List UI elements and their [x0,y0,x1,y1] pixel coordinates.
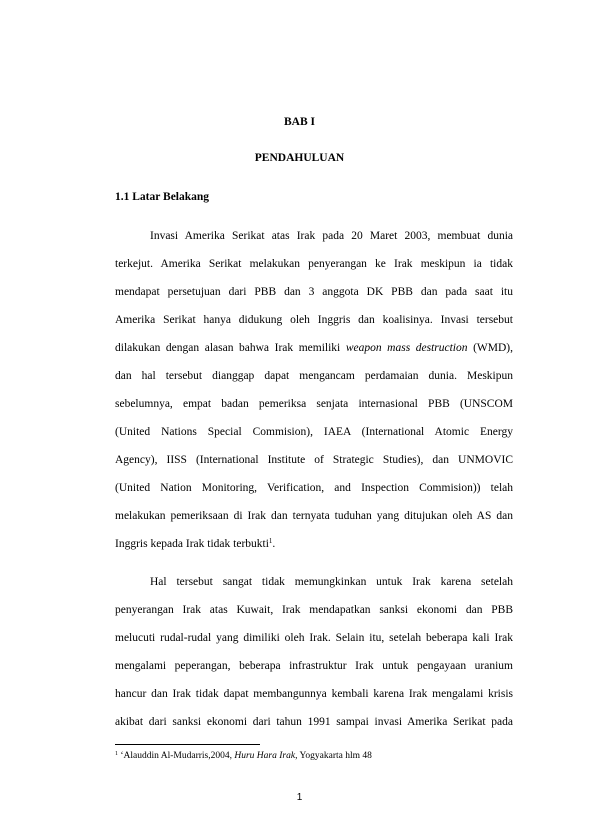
paragraph-line: penyerangan Irak atas Kuwait, Irak mendapatkan sanksi ekonomi dan PBB [115,604,513,616]
paragraph-line: akibat dari sanksi ekonomi dari tahun 1991 sampai invasi Amerika Serikat pada [115,716,513,728]
line-text: Inggris kepada Irak tidak terbukti [115,538,269,550]
paragraph-line: sebelumnya, empat badan pemeriksa senjata internasional PBB (UNSCOM [115,398,513,410]
line-text: (WMD), [467,342,513,354]
line-text: dilakukan dengan alasan bahwa Irak memiliki [115,342,346,354]
paragraph-line: (United Nation Monitoring, Verification, and Inspection Commision)) telah [115,482,513,494]
paragraph-line: Invasi Amerika Serikat atas Irak pada 20 Maret 2003, membuat dunia [150,230,513,242]
paragraph-line [115,537,513,551]
footnote-reference[interactable]: 1 [268,537,273,545]
chapter-title: PENDAHULUAN [254,152,345,164]
footnote-text: ‘Alauddin Al-Mudarris,2004, [118,751,235,761]
italic-term: weapon mass destruction [345,342,468,354]
paragraph-line: mendapat persetujuan dari PBB dan 3 anggota DK PBB dan pada saat itu [115,286,513,298]
paragraph-line: dan hal tersebut dianggap dapat mengancam perdamaian dunia. Meskipun [115,370,513,382]
page-number: 1 [296,792,303,803]
chapter-label: BAB I [284,116,315,128]
footnote-number: 1 [115,751,118,757]
line-text: . [272,538,276,550]
paragraph-line: Hal tersebut sangat tidak memungkinkan untuk Irak karena setelah [150,576,513,588]
paragraph-line: hancur dan Irak tidak dapat membangunnya kembali karena Irak mengalami krisis [115,688,513,700]
paragraph-line: Agency), IISS (International Institute of Strategic Studies), dan UNMOVIC [115,454,513,466]
footnote [115,751,372,761]
footnote-text: , Yogyakarta hlm 48 [295,751,372,761]
footnote-book-title: Huru Hara Irak [234,751,296,761]
paragraph-line: (United Nations Special Commision), IAEA (International Atomic Energy [115,426,513,438]
paragraph-line: Amerika Serikat hanya didukung oleh Inggris dan koalisinya. Invasi tersebut [115,314,513,326]
paragraph-line: melucuti rudal-rudal yang dimiliki oleh Irak. Selain itu, setelah beberapa kali Irak [115,632,513,644]
paragraph-line [115,341,513,355]
paragraph-line: terkejut. Amerika Serikat melakukan penyerangan ke Irak meskipun ia tidak [115,258,513,270]
footnote-divider [115,744,260,745]
section-heading: 1.1 Latar Belakang [115,191,210,203]
paragraph-line: melakukan pemeriksaan di Irak dan ternyata tuduhan yang ditujukan oleh AS dan [115,510,513,522]
paragraph-line: mengalami peperangan, beberapa infrastruktur Irak untuk pengayaan uranium [115,660,513,672]
